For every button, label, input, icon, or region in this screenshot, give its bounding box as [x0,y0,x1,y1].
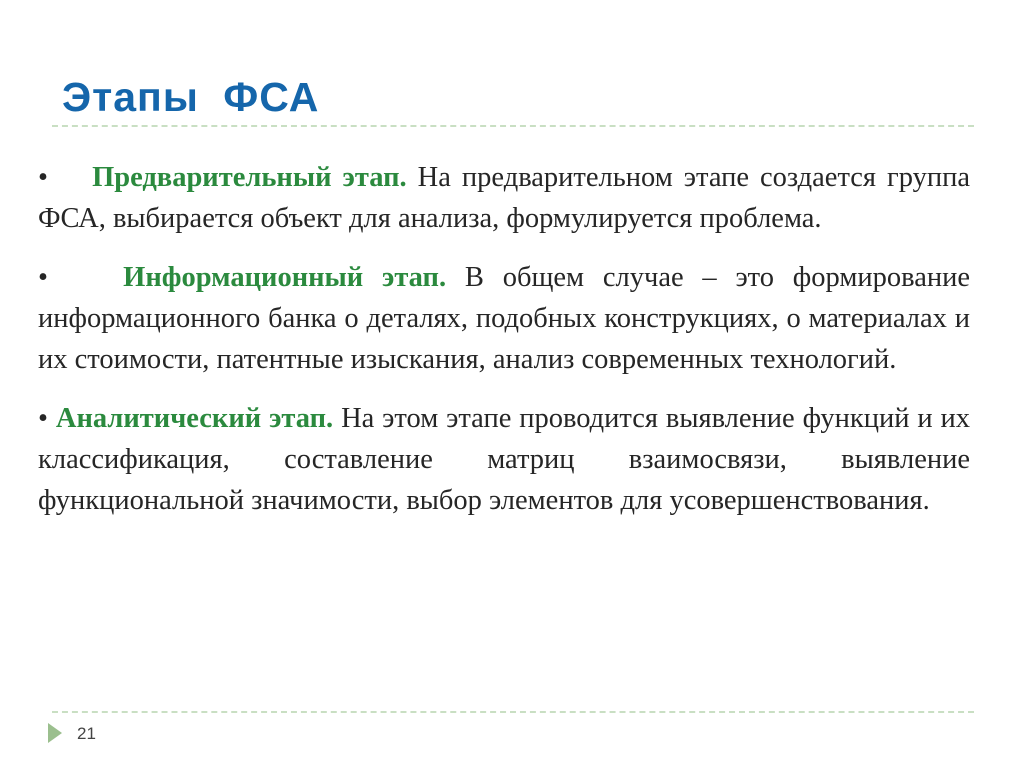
slide-content [38,157,970,539]
bullet: • [38,262,48,293]
play-arrow-icon [47,722,63,744]
slide-title: Этапы ФСА [62,74,320,120]
page-number: 21 [77,724,96,743]
stage-text-analytical: На этом этапе проводится выявление функций и их классификация, составление матриц взаимосвязи, выявление функциональной значимости, выбор элементов для усовершенствования. [38,403,970,516]
title-divider [52,125,974,127]
stage-text-information: В общем случае – это формирование информационного банка о деталях, подобных конструкциях, о материалах и их стоимости, патентные изыскания, анализ современных технологий. [38,262,971,375]
stage-text-preliminary: На предварительном этапе создается группа ФСА, выбирается объект для анализа, формулируется проблема. [38,162,971,234]
paragraph-information-stage [38,257,970,380]
bullet: • [38,403,48,434]
stage-keyword-analytical: Аналитический этап. [55,403,334,434]
stage-keyword-preliminary: Предварительный этап. [92,162,407,193]
bullet: • [38,162,48,193]
stage-keyword-information: Информационный этап. [123,262,447,293]
paragraph-analytical-stage [38,398,970,521]
footer-divider [52,711,974,713]
paragraph-preliminary-stage [38,157,970,239]
